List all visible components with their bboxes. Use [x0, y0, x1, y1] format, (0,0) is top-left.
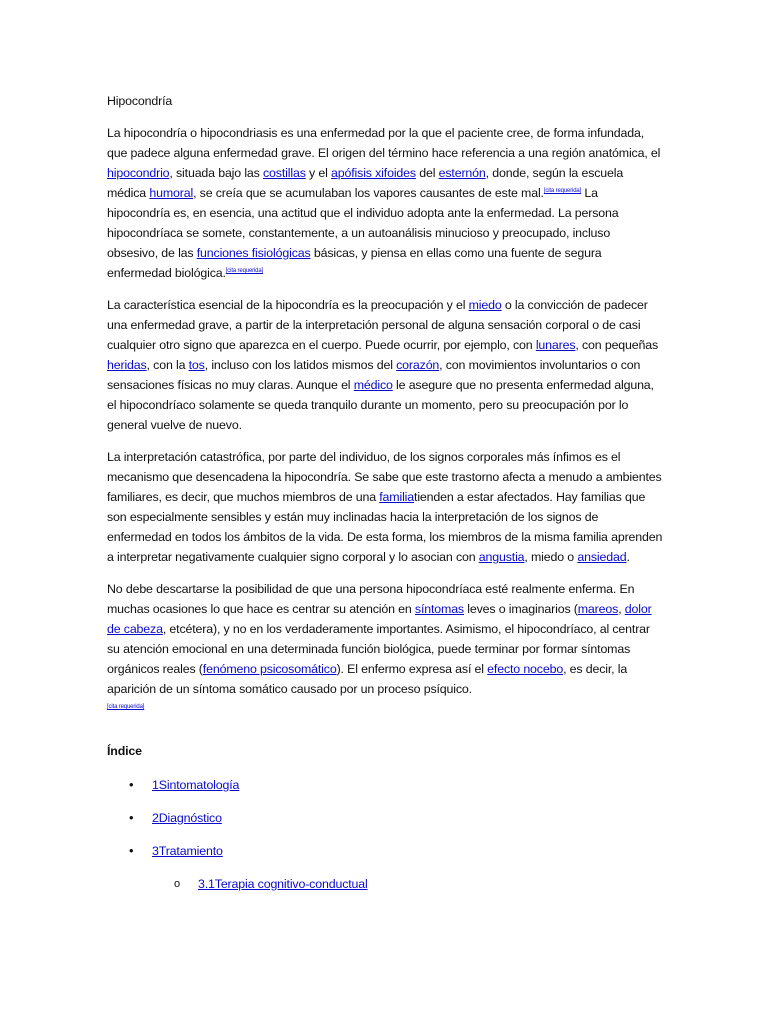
toc-link-diagnostico[interactable]: 2Diagnóstico [152, 811, 222, 825]
text: La hipocondría es, en esencia, una actitud que el individuo adopta ante la enfermedad. La persona hipocondríaca se somete, constantemente, a un autoanálisis minucioso y preocupado, incluso obsesivo, de las [107, 186, 619, 260]
link-medico[interactable]: médico [353, 378, 393, 392]
text: , se creía que se acumulaban los vapores causantes de este mal. [193, 186, 544, 200]
text: , es decir, la aparición de un síntoma somático causado por un proceso psíquico. [107, 662, 628, 696]
text: tienden a estar afectados. Hay familias que son especialmente sensibles y están muy inclinadas hacia la interpretación de los signos de enfermedad en todos los ámbitos de la vida. De esta forma, los miembros de la misma familia aprenden a interpretar negativamente cualquier signo corporal y lo asocian con [107, 490, 663, 564]
citation-needed [544, 188, 581, 194]
paragraph-4 [107, 579, 663, 719]
text: , donde, según la escuela médica [107, 166, 624, 200]
link-lunares[interactable]: lunares [535, 338, 576, 352]
toc-item [107, 775, 663, 808]
link-fenomeno-psicosomatico[interactable]: fenómeno psicosomático [202, 662, 337, 676]
paragraph-2 [107, 295, 663, 435]
text: . [626, 550, 630, 564]
link-apofisis-xifoides[interactable]: apófisis xifoides [331, 166, 416, 180]
link-mareos[interactable]: mareos [577, 602, 619, 616]
index-heading: Índice [107, 744, 142, 758]
text: La hipocondría o hipocondriasis es una enfermedad por la que el paciente cree, de forma infundada, que padece alguna enfermedad grave. El origen del término hace referencia a una región anatómica, el [107, 126, 661, 160]
toc-link-terapia-cognitivo-conductual[interactable]: 3.1Terapia cognitivo-conductual [198, 877, 368, 891]
table-of-contents [107, 775, 663, 907]
link-sintomas[interactable]: síntomas [414, 602, 464, 616]
toc-subitem [107, 874, 663, 907]
citation-needed [226, 268, 263, 274]
page-title: Hipocondría [107, 94, 173, 108]
link-miedo[interactable]: miedo [468, 298, 502, 312]
text: La característica esencial de la hipocondría es la preocupación y el [107, 298, 469, 312]
text: leves o imaginarios ( [463, 602, 578, 616]
text: , miedo o [524, 550, 578, 564]
text: , incluso con los latidos mismos del [204, 358, 397, 372]
toc-link-tratamiento[interactable]: 3Tratamiento [152, 844, 223, 858]
link-efecto-nocebo[interactable]: efecto nocebo [487, 662, 564, 676]
text: , con la [146, 358, 189, 372]
circle-bullet-icon: o [174, 878, 180, 890]
text: , situada bajo las [169, 166, 264, 180]
link-tos[interactable]: tos [188, 358, 205, 372]
toc-item [107, 808, 663, 841]
link-familia[interactable]: familia [379, 490, 415, 504]
text: La interpretación catastrófica, por parte del individuo, de los signos corporales más ínfimos es el mecanismo que desencadena la hipocondría. Se sabe que este trastorno afecta a menudo a ambientes familiares, es decir, que muchos miembros de una [107, 450, 662, 504]
text: , etcétera), y no en los verdaderamente importantes. Asimismo, el hipocondríaco, al centrar su atención emocional en una determinada función biológica, puede terminar por formar síntomas orgánicos reales ( [107, 622, 650, 676]
bullet-icon: • [129, 777, 134, 792]
link-costillas[interactable]: costillas [263, 166, 306, 180]
paragraph-1 [107, 123, 663, 283]
text: del [415, 166, 439, 180]
text: le asegure que no presenta enfermedad alguna, el hipocondríaco solamente se queda tranquilo durante un momento, pero su preocupación por lo general vuelve de nuevo. [107, 378, 654, 432]
article-content [107, 91, 663, 907]
toc-link-sintomatologia[interactable]: 1Sintomatología [152, 778, 240, 792]
citation-needed [107, 704, 144, 710]
text: No debe descartarse la posibilidad de que una persona hipocondríaca esté realmente enferma. En muchas ocasiones lo que hace es centrar su atención en [107, 582, 635, 616]
link-ansiedad[interactable]: ansiedad [577, 550, 627, 564]
text: , [618, 602, 625, 616]
paragraph-3 [107, 447, 663, 567]
text: ). El enfermo expresa así el [336, 662, 488, 676]
text: básicas, y piensa en ellas como una fuente de segura enfermedad biológica. [107, 246, 602, 280]
link-angustia[interactable]: angustia [478, 550, 525, 564]
link-funciones-fisiologicas[interactable]: funciones fisiológicas [196, 246, 311, 260]
link-humoral[interactable]: humoral [149, 186, 194, 200]
link-corazon[interactable]: corazón [396, 358, 440, 372]
bullet-icon: • [129, 810, 134, 825]
text: , con movimientos involuntarios o con sensaciones físicas no muy claras. Aunque el [107, 358, 641, 392]
bullet-icon: • [129, 843, 134, 858]
text: o la convicción de padecer una enfermedad grave, a partir de la interpretación personal de alguna sensación corporal o de casi cualquier otro signo que aparezca en el cuerpo. Puede ocurrir, por ejemplo, con [107, 298, 648, 352]
citation-link[interactable]: [cita requerida] [225, 268, 264, 274]
text: y el [305, 166, 332, 180]
toc-item [107, 841, 663, 874]
link-esternon[interactable]: esternón [438, 166, 486, 180]
citation-link[interactable]: [cita requerida] [107, 704, 145, 710]
citation-link[interactable]: [cita requerida] [543, 188, 582, 194]
link-dolor-de-cabeza[interactable]: dolor de cabeza [107, 602, 652, 636]
link-hipocondrio[interactable]: hipocondrio [107, 166, 170, 180]
text: , con pequeñas [575, 338, 659, 352]
link-heridas[interactable]: heridas [107, 358, 147, 372]
